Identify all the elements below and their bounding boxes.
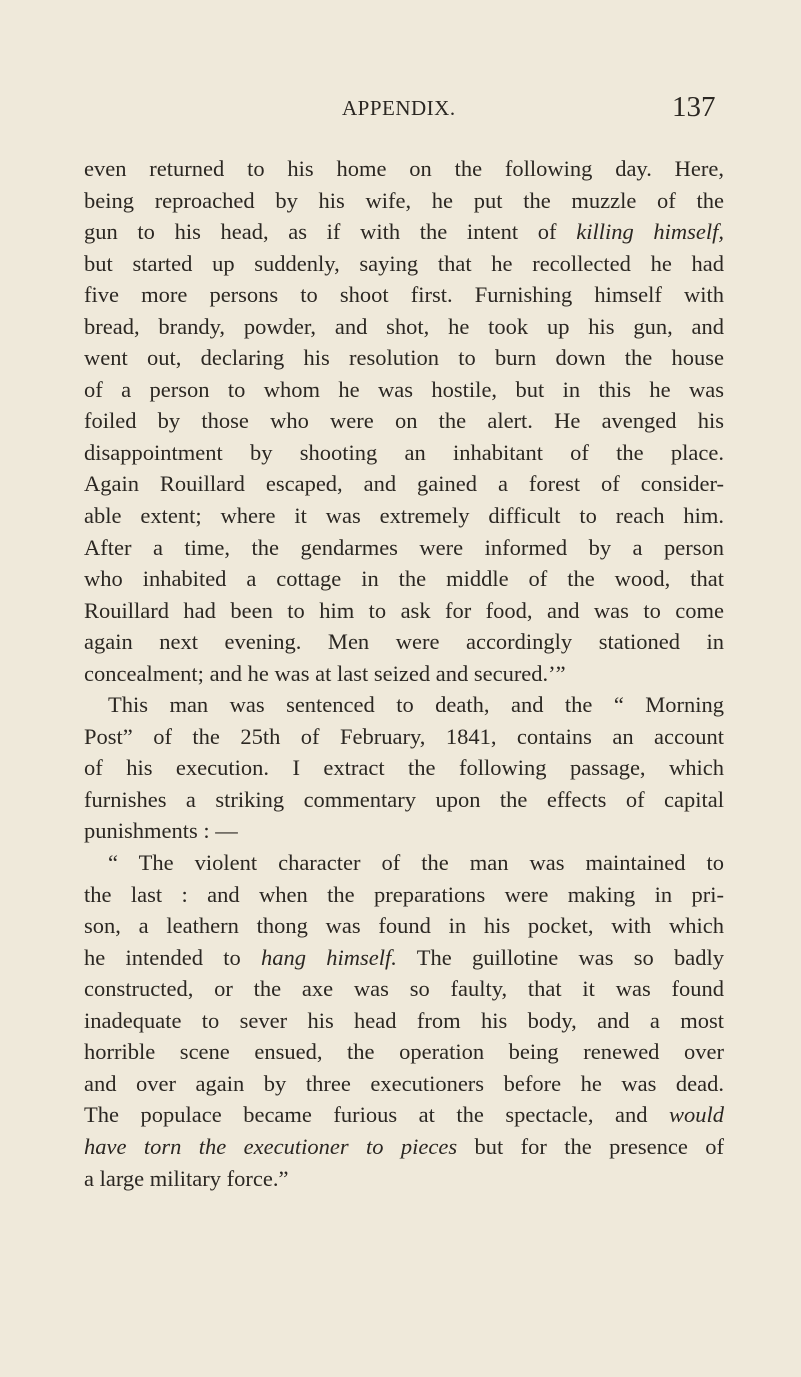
text-line: furnishes a striking commentary upon the effects of capital [84,786,724,812]
text-line: concealment; and he was at last seized and secured.’” [84,660,566,686]
text-line: of his execution. I extract the following passage, which [84,755,724,781]
text-line: being reproached by his wife, he put the muzzle of the [84,187,724,213]
text-line: bread, brandy, powder, and shot, he took up his gun, and [84,313,724,339]
text-line: Rouillard had been to him to ask for food, and was to come [84,597,724,623]
italic-phrase: hang himself. [261,944,397,970]
text-line: Again Rouillard escaped, and gained a forest of consider- [84,471,724,497]
running-head: APPENDIX. [342,96,456,120]
page-header [0,91,801,130]
text-line: have torn the executioner to pieces but for the presence of [84,1133,724,1159]
text-line: who inhabited a cottage in the middle of the wood, that [84,566,724,592]
text-line: five more persons to shoot first. Furnishing himself with [84,282,724,308]
text-line: Post” of the 25th of February, 1841, contains an account [84,723,724,749]
text-line: inadequate to sever his head from his body, and a most [84,1007,724,1033]
text-line: again next evening. Men were accordingly stationed in [84,629,724,655]
italic-phrase: killing himself, [576,219,724,245]
text-line: disappointment by shooting an inhabitant of the place. [84,439,724,465]
text-line: went out, declaring his resolution to burn down the house [84,345,724,371]
paragraph-start-line: This man was sentenced to death, and the “ Morning [108,692,724,718]
text-line: the last : and when the preparations were making in pri- [84,881,724,907]
text-line: a large military force.” [84,1165,289,1191]
text-line: constructed, or the axe was so faulty, that it was found [84,976,724,1002]
text-line: horrible scene ensued, the operation being renewed over [84,1039,724,1065]
text-line: foiled by those who were on the alert. He avenged his [84,408,724,434]
italic-phrase: have torn the executioner to pieces [84,1133,458,1159]
text-line: The populace became furious at the spectacle, and would [84,1102,724,1128]
text-line: able extent; where it was extremely difficult to reach him. [84,503,724,529]
text-line: After a time, the gendarmes were informed by a person [84,534,724,560]
text-line: but started up suddenly, saying that he recollected he had [84,250,724,276]
body-text [84,153,724,1194]
text-line: gun to his head, as if with the intent of killing himself, [84,219,724,245]
text-line: even returned to his home on the following day. Here, [84,156,724,181]
text-line: he intended to hang himself. The guillotine was so badly [84,944,724,970]
text-line: son, a leathern thong was found in his pocket, with which [84,913,724,939]
text-line: of a person to whom he was hostile, but in this he was [84,376,724,402]
paragraph-start-line: “ The violent character of the man was maintained to [108,850,724,876]
italic-phrase: would [668,1102,724,1128]
text-line: punishments : — [84,818,238,844]
text-line: and over again by three executioners before he was dead. [84,1070,724,1096]
page-number: 137 [672,91,716,123]
